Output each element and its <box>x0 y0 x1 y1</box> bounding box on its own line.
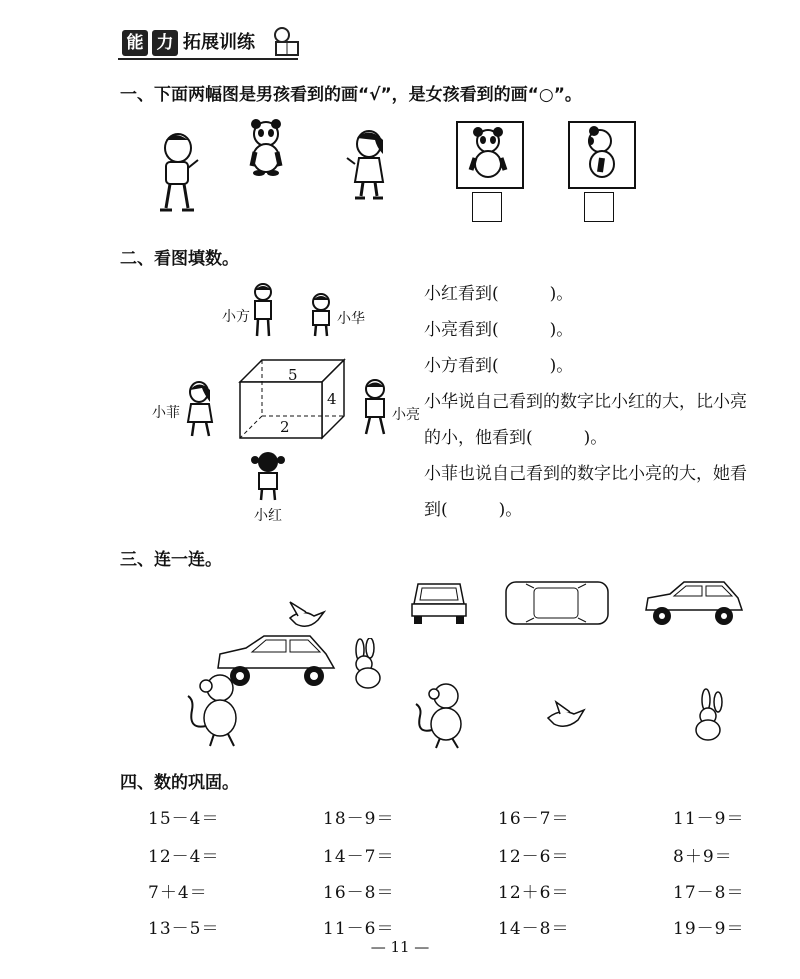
monkey-left[interactable] <box>184 670 244 750</box>
xiaohua-figure <box>306 292 336 340</box>
problem-r2-c3: 12－6＝ <box>498 847 570 867</box>
answer-box-1[interactable] <box>472 192 502 222</box>
question-xiaohong: 小红看到( )。 <box>424 284 574 304</box>
question-xiaofei-line2: 到( )。 <box>424 500 523 520</box>
question-xiaofei-line1: 小菲也说自己看到的数字比小亮的大，她看 <box>424 464 747 484</box>
boy-figure <box>150 130 202 216</box>
page-number: — 11 — <box>370 938 430 956</box>
label-xiaofang: 小方 <box>222 309 250 325</box>
girl-figure <box>345 128 393 202</box>
panda-figure <box>246 118 286 178</box>
panda-side-icon <box>580 126 620 182</box>
problem-r1-c1: 15－4＝ <box>148 809 220 829</box>
problem-r1-c4: 11－9＝ <box>673 809 745 829</box>
car-back-view[interactable] <box>410 578 468 626</box>
cube-top-number: 5 <box>288 366 298 384</box>
rabbit-left[interactable] <box>346 638 386 690</box>
header-badge-2: 力 <box>152 30 178 56</box>
xiaofang-figure <box>248 282 278 340</box>
question-xiaofang: 小方看到( )。 <box>424 356 574 376</box>
answer-box-2[interactable] <box>584 192 614 222</box>
problem-r3-c4: 17－8＝ <box>673 883 745 903</box>
problem-r2-c4: 8＋9＝ <box>673 847 733 867</box>
car-side-view-right[interactable] <box>640 576 746 628</box>
xiaoliang-figure <box>358 378 392 438</box>
problem-r1-c2: 18－9＝ <box>323 809 395 829</box>
section2-title: 二、看图填数。 <box>120 249 239 269</box>
reading-child-icon <box>268 24 302 58</box>
problem-r2-c1: 12－4＝ <box>148 847 220 867</box>
xiaohong-figure <box>250 450 286 502</box>
problem-r4-c4: 19－9＝ <box>673 919 745 939</box>
header-underline <box>118 58 298 60</box>
label-xiaoliang: 小亮 <box>392 407 420 423</box>
bird-flying[interactable] <box>284 600 326 632</box>
label-xiaofei: 小菲 <box>152 405 180 421</box>
problem-r4-c2: 11－6＝ <box>323 919 395 939</box>
section1-title: 一、下面两幅图是男孩看到的画“√”，是女孩看到的画“○”。 <box>120 85 582 105</box>
problem-r2-c2: 14－7＝ <box>323 847 395 867</box>
problem-r4-c1: 13－5＝ <box>148 919 220 939</box>
bird-right[interactable] <box>544 700 588 734</box>
section4-title: 四、数的巩固。 <box>120 773 239 793</box>
problem-r3-c3: 12＋6＝ <box>498 883 570 903</box>
car-top-view[interactable] <box>504 578 610 628</box>
monkey-right[interactable] <box>412 680 470 750</box>
question-xiaoliang: 小亮看到( )。 <box>424 320 574 340</box>
label-xiaohua: 小华 <box>337 311 365 327</box>
panda-front-icon <box>466 126 510 182</box>
problem-r3-c2: 16－8＝ <box>323 883 395 903</box>
xiaofei-figure <box>182 380 216 440</box>
section3-title: 三、连一连。 <box>120 550 222 570</box>
header-badge-1: 能 <box>122 30 148 56</box>
cube-front-number: 2 <box>280 418 290 436</box>
question-xiaohua-line2: 的小，他看到( )。 <box>424 428 608 448</box>
label-xiaohong: 小红 <box>254 508 282 524</box>
header-title: 拓展训练 <box>183 32 255 53</box>
cube-side-number: 4 <box>327 390 337 408</box>
problem-r1-c3: 16－7＝ <box>498 809 570 829</box>
question-xiaohua-line1: 小华说自己看到的数字比小红的大，比小亮 <box>424 392 747 412</box>
rabbit-right[interactable] <box>688 688 728 742</box>
problem-r3-c1: 7＋4＝ <box>148 883 208 903</box>
problem-r4-c3: 14－8＝ <box>498 919 570 939</box>
